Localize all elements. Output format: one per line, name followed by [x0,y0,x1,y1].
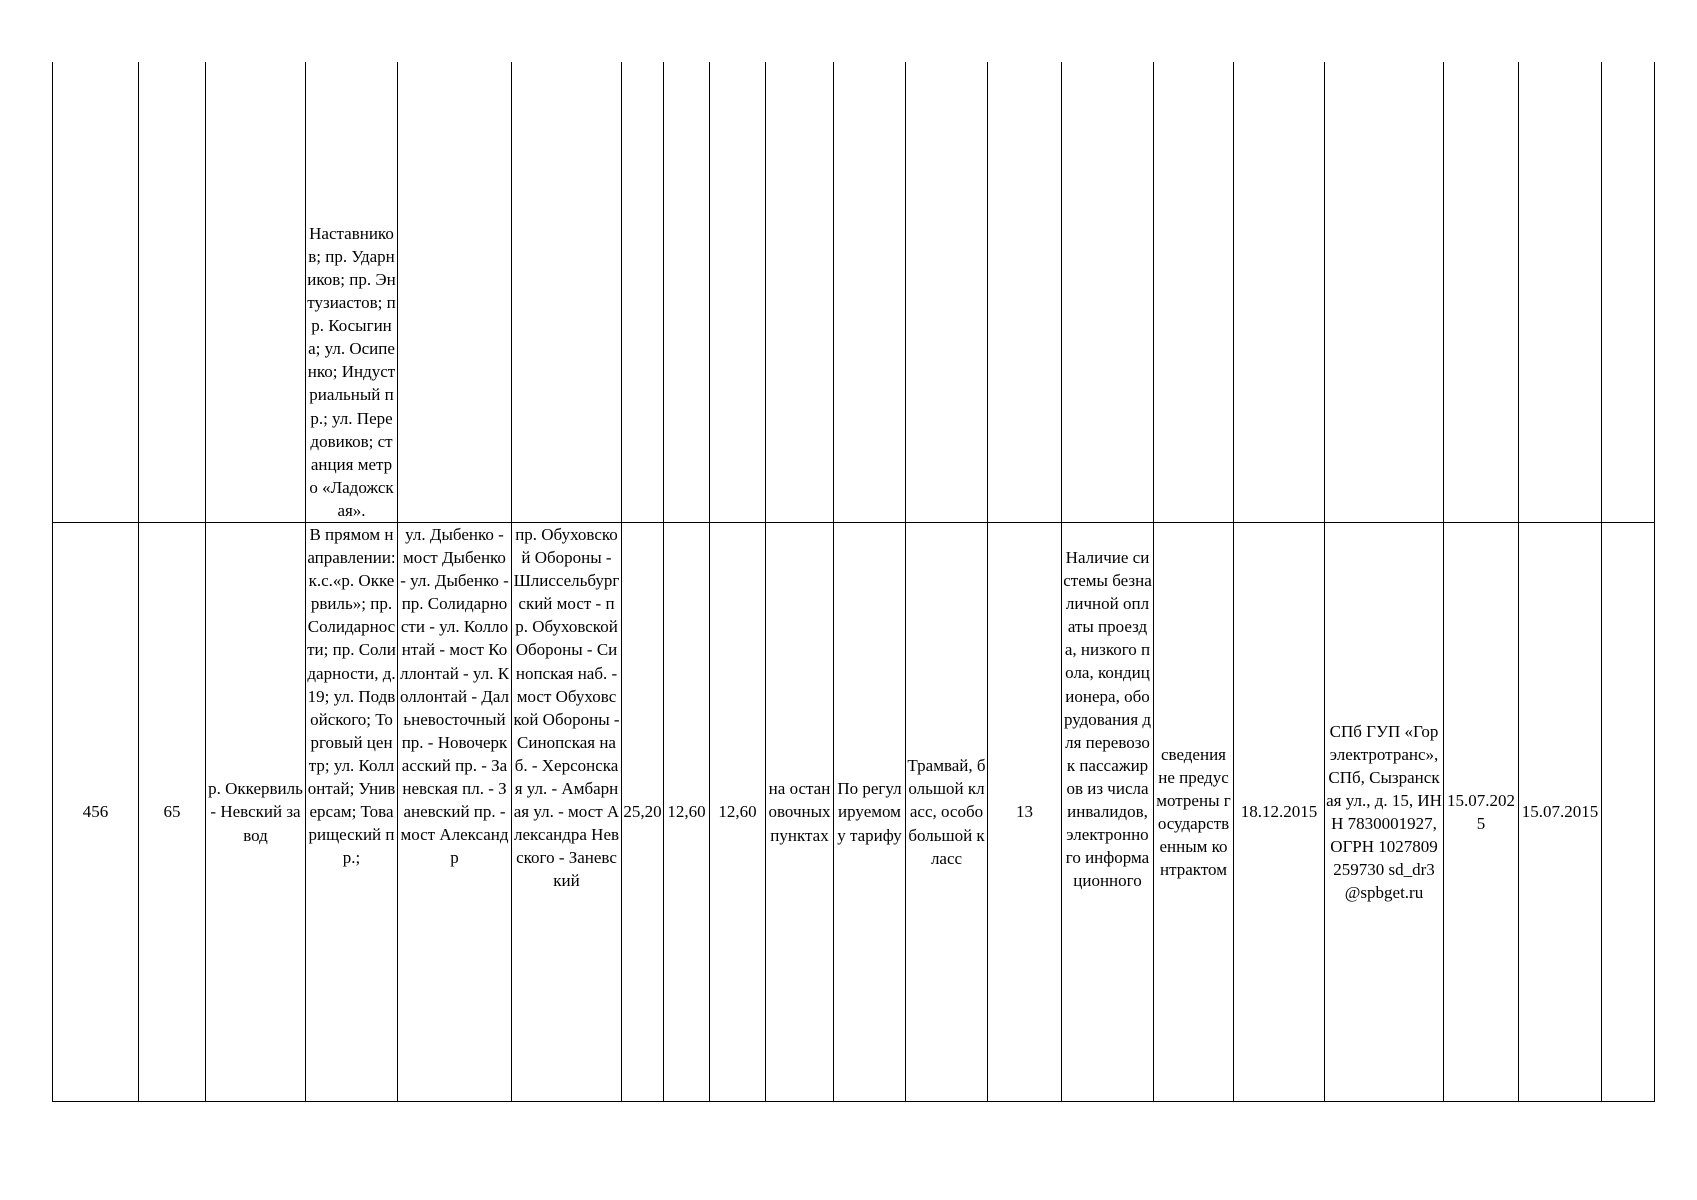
cell-streets-backward [512,523,622,1102]
cell-tariff [834,62,906,523]
cell-length-total [710,62,766,523]
cell-stops-text: Наставников; пр. Ударников; пр. Энтузиастов; пр. Косыгина; ул. Осипенко; Индустриальный пр.; ул. Передовиков; станция метро «Ладожская». [307,223,396,520]
cell-length-forward: 25,20 [622,523,664,1102]
cell-stops [306,523,398,1102]
cell-notes [1602,523,1655,1102]
table-row [53,62,1655,523]
cell-start-date [1234,62,1325,523]
cell-vehicle-characteristics [1062,62,1154,523]
cell-end-date: 15.07.2025 [1444,523,1519,1102]
cell-start-date: 18.12.2015 [1234,523,1325,1102]
cell-vehicle-count [988,62,1062,523]
cell-stops [306,62,398,523]
cell-vehicle-types [906,62,988,523]
cell-streets-backward-text: пр. Обуховской Обороны - Шлиссельбургский мост - пр. Обуховской Обороны - Синопская наб. - мост Обуховской Обороны - Синопская наб. - Херсонская ул. - Амбарная ул. - мост Александра Невского - Заневский [513,525,620,891]
cell-route-number: 65 [139,523,206,1102]
cell-tariff: По регулируемому тарифу [834,523,906,1102]
cell-boarding-order [766,62,834,523]
cell-route-number [139,62,206,523]
cell-stops-text: В прямом направлении: к.с.«р. Оккервиль»; пр. Солидарности; пр. Солидарности, д.19; ул. Подвойского; Торговый центр; ул. Коллонтай; Универсам; Товарищеский пр.; [307,525,396,868]
cell-route-name [206,62,306,523]
cell-length-total: 12,60 [710,523,766,1102]
cell-opening-date [1519,62,1602,523]
cell-streets-forward-text: ул. Дыбенко - мост Дыбенко - ул. Дыбенко - пр. Солидарности - ул. Коллонтай - мост Коллонтай - ул. Коллонтай - Дальневосточный пр. - Новочеркасский пр. - Заневская пл. - Заневский пр. - мост Александр [399,525,510,868]
cell-length-forward [622,62,664,523]
cell-number: 456 [53,523,139,1102]
cell-streets-forward [398,523,512,1102]
cell-vehicle-characteristics-text: Наличие системы безналичной оплаты проезда, низкого пола, кондиционера, оборудования для перевозок пассажиров из числа инвалидов, электронного информационного [1063,548,1152,891]
cell-number [53,62,139,523]
cell-carrier: СПб ГУП «Горэлектротранс», СПб, Сызранская ул., д. 15, ИНН 7830001927, ОГРН 1027809259730 sd_dr3@spbget.ru [1325,523,1444,1102]
cell-boarding-order: на остановочных пунктах [766,523,834,1102]
cell-end-date [1444,62,1519,523]
cell-route-name: р. Оккервиль - Невский завод [206,523,306,1102]
cell-opening-date: 15.07.2015 [1519,523,1602,1102]
cell-carrier [1325,62,1444,523]
cell-streets-backward [512,62,622,523]
cell-extra-info: сведения не предусмотрены государственным контрактом [1154,523,1234,1102]
cell-length-backward [664,62,710,523]
cell-streets-forward [398,62,512,523]
cell-vehicle-types: Трамвай, большой класс, особо большой класс [906,523,988,1102]
cell-extra-info [1154,62,1234,523]
cell-length-backward: 12,60 [664,523,710,1102]
cell-notes [1602,62,1655,523]
cell-vehicle-count: 13 [988,523,1062,1102]
table-row [53,523,1655,1102]
route-registry-table [52,62,1655,1102]
cell-vehicle-characteristics [1062,523,1154,1102]
